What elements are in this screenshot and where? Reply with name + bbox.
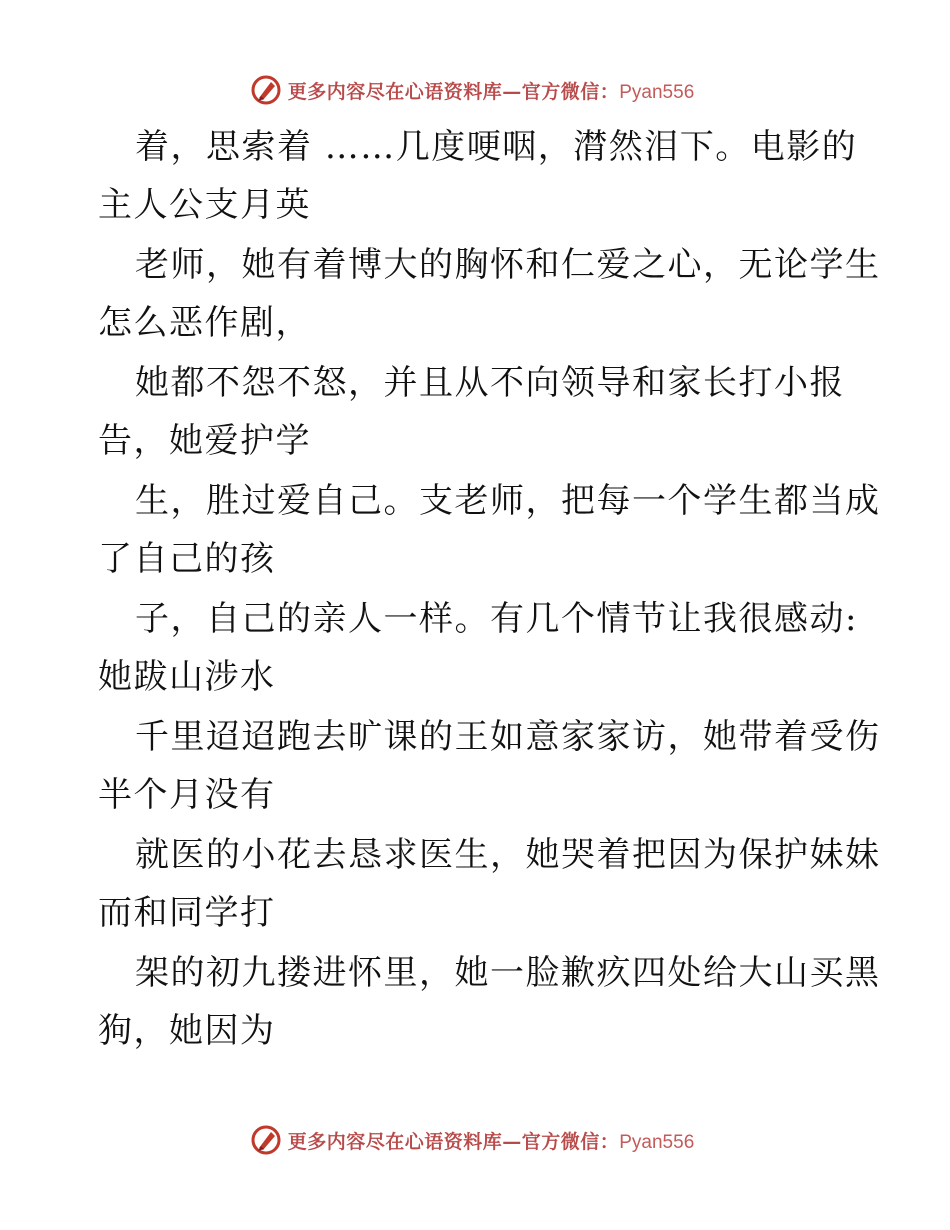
footer-wechat-label: 官方微信： xyxy=(521,1130,620,1153)
header-site-text xyxy=(288,77,695,104)
header-site-name: 更多内容尽在心语资料库 xyxy=(287,80,503,103)
text-line: 主人公支月英 xyxy=(98,185,311,225)
header-banner xyxy=(0,70,950,110)
text-line: 千里迢迢跑去旷课的王如意家家访，她带着受伤 xyxy=(135,717,881,757)
text-line: 她都不怨不怒，并且从不向领导和家长打小报 xyxy=(135,363,845,403)
text-line: 告，她爱护学 xyxy=(98,421,311,461)
header-wechat-label: 官方微信： xyxy=(521,80,620,103)
text-line: 架的初九搂进怀里，她一脸歉疚四处给大山买黑 xyxy=(135,953,881,993)
header-banner-inner xyxy=(250,74,695,106)
text-line: 着，思索着 ……几度哽咽，潸然泪下。电影的 xyxy=(135,127,858,167)
text-line: 就医的小花去恳求医生，她哭着把因为保护妹妹 xyxy=(135,835,881,875)
footer-wechat-id: Pyan556 xyxy=(619,1131,695,1153)
text-line: 老师，她有着博大的胸怀和仁爱之心，无论学生 xyxy=(135,245,881,285)
header-dash: — xyxy=(502,80,522,103)
text-line: 了自己的孩 xyxy=(98,539,276,579)
text-line: 生，胜过爱自己。支老师，把每一个学生都当成 xyxy=(135,481,881,521)
text-line: 她跋山涉水 xyxy=(98,657,276,697)
pen-nib-circle-icon xyxy=(250,1124,282,1156)
text-line: 狗，她因为 xyxy=(98,1011,276,1051)
pen-nib-circle-icon xyxy=(250,74,282,106)
text-line: 半个月没有 xyxy=(98,775,276,815)
text-line: 子，自己的亲人一样。有几个情节让我很感动: xyxy=(135,599,858,639)
footer-site-text xyxy=(288,1127,695,1154)
header-wechat-id: Pyan556 xyxy=(619,81,695,103)
footer-site-name: 更多内容尽在心语资料库 xyxy=(287,1130,503,1153)
footer-banner xyxy=(0,1120,950,1160)
text-line: 而和同学打 xyxy=(98,893,276,933)
footer-banner-inner xyxy=(250,1124,695,1156)
text-line: 怎么恶作剧， xyxy=(98,303,311,343)
footer-dash: — xyxy=(502,1130,522,1153)
